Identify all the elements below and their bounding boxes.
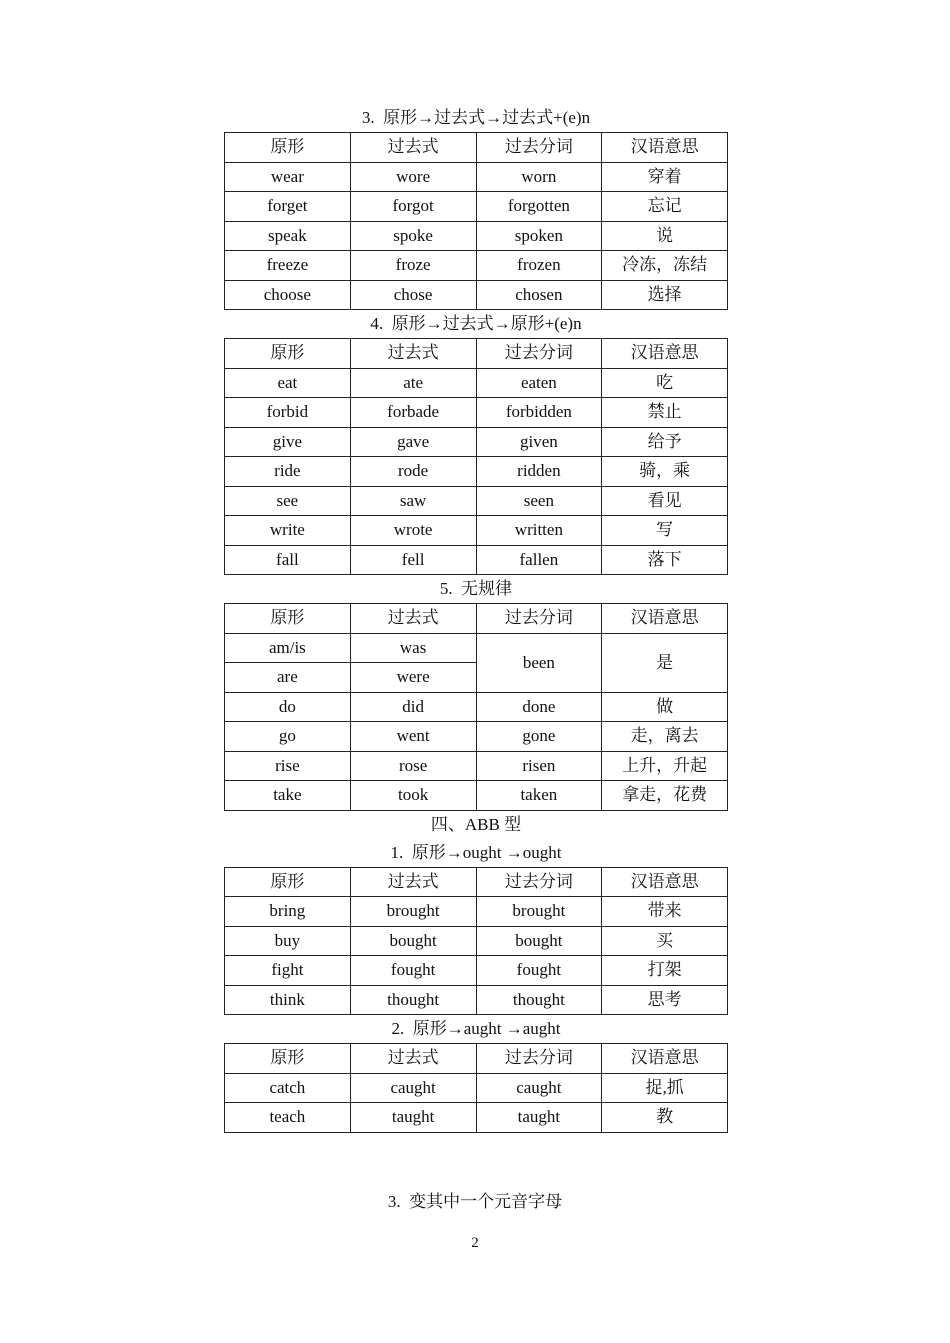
table-row [225, 221, 728, 251]
header-cell: 过去分词 [476, 1044, 602, 1074]
table-cell: 思考 [602, 985, 728, 1015]
header-cell: 过去式 [350, 604, 476, 634]
table-cell: spoken [476, 221, 602, 251]
table-cell: 吃 [602, 368, 728, 398]
header-cell: 原形 [225, 604, 351, 634]
table-cell: 冷冻，冻结 [602, 251, 728, 281]
table-cell: frozen [476, 251, 602, 281]
table-cell: forgot [350, 192, 476, 222]
header-cell: 过去分词 [476, 604, 602, 634]
table-header-row [225, 133, 728, 163]
table-cell: did [350, 692, 476, 722]
table-cell: ride [225, 457, 351, 487]
table-cell: 给予 [602, 427, 728, 457]
table-cell: am/is [225, 633, 351, 663]
table-cell: forget [225, 192, 351, 222]
table-row [225, 368, 728, 398]
verb-table [224, 603, 728, 811]
table-cell: think [225, 985, 351, 1015]
table-cell: are [225, 663, 351, 693]
table-row [225, 162, 728, 192]
table-cell: saw [350, 486, 476, 516]
merged-participle-cell: been [476, 633, 602, 692]
chapter-heading: 四、ABB 型 [430, 814, 522, 834]
table-cell: wrote [350, 516, 476, 546]
table-cell: rode [350, 457, 476, 487]
table-cell: speak [225, 221, 351, 251]
table-cell: brought [476, 897, 602, 927]
header-cell: 过去式 [350, 339, 476, 369]
table-cell: rose [350, 751, 476, 781]
table-cell: buy [225, 926, 351, 956]
table-cell: taken [476, 781, 602, 811]
merged-meaning-cell: 是 [602, 633, 728, 692]
table-cell: thought [476, 985, 602, 1015]
table-row [225, 781, 728, 811]
header-cell: 汉语意思 [602, 339, 728, 369]
table-cell: chose [350, 280, 476, 310]
table-cell: bring [225, 897, 351, 927]
table-cell: teach [225, 1103, 351, 1133]
table-row [225, 1103, 728, 1133]
verb-table [224, 132, 728, 310]
table-cell: forbade [350, 398, 476, 428]
table-cell: risen [476, 751, 602, 781]
table-cell: forbidden [476, 398, 602, 428]
table-header-row [225, 867, 728, 897]
table-cell: forbid [225, 398, 351, 428]
header-cell: 汉语意思 [602, 133, 728, 163]
table-row [225, 545, 728, 575]
verb-table [224, 338, 728, 575]
header-cell: 过去式 [350, 133, 476, 163]
table-cell: 看见 [602, 486, 728, 516]
header-cell: 原形 [225, 1044, 351, 1074]
table-cell: fought [476, 956, 602, 986]
table-cell: fought [350, 956, 476, 986]
table-row [225, 692, 728, 722]
table-cell: do [225, 692, 351, 722]
table-cell: 带来 [602, 897, 728, 927]
table-cell: 穿着 [602, 162, 728, 192]
table-cell: 拿走，花费 [602, 781, 728, 811]
table-row [225, 956, 728, 986]
section-heading-vowel-change: 3. 变其中一个元音字母 [387, 1192, 563, 1211]
table-cell: seen [476, 486, 602, 516]
header-cell: 过去分词 [476, 867, 602, 897]
table-cell: gone [476, 722, 602, 752]
table-cell: rise [225, 751, 351, 781]
table-cell: bought [350, 926, 476, 956]
table-cell: eaten [476, 368, 602, 398]
table-row [225, 280, 728, 310]
table-row [225, 1073, 728, 1103]
table-cell: 打架 [602, 956, 728, 986]
header-cell: 汉语意思 [602, 604, 728, 634]
page-number: 2 [471, 1235, 479, 1251]
table-cell: caught [476, 1073, 602, 1103]
header-cell: 汉语意思 [602, 867, 728, 897]
table-cell: froze [350, 251, 476, 281]
table-cell: go [225, 722, 351, 752]
table-header-row [225, 1044, 728, 1074]
table-cell: gave [350, 427, 476, 457]
section-caption: 2. 原形→aught →aught [391, 1019, 561, 1038]
table-cell: ridden [476, 457, 602, 487]
table-cell: give [225, 427, 351, 457]
table-cell: write [225, 516, 351, 546]
table-cell: fall [225, 545, 351, 575]
table-row [225, 486, 728, 516]
table-cell: wore [350, 162, 476, 192]
table-cell: spoke [350, 221, 476, 251]
table-cell: was [350, 633, 476, 663]
table-cell: 忘记 [602, 192, 728, 222]
table-cell: done [476, 692, 602, 722]
table-cell: brought [350, 897, 476, 927]
table-cell: 上升，升起 [602, 751, 728, 781]
header-cell: 过去式 [350, 1044, 476, 1074]
table-row [225, 457, 728, 487]
table-cell: freeze [225, 251, 351, 281]
table-cell: fight [225, 956, 351, 986]
table-cell: caught [350, 1073, 476, 1103]
table-header-row [225, 339, 728, 369]
section-caption: 1. 原形→ought →ought [390, 842, 562, 862]
table-cell: ate [350, 368, 476, 398]
table-cell: went [350, 722, 476, 752]
header-cell: 过去分词 [476, 133, 602, 163]
table-row [225, 398, 728, 428]
table-cell: 走，离去 [602, 722, 728, 752]
header-cell: 汉语意思 [602, 1044, 728, 1074]
table-cell: 选择 [602, 280, 728, 310]
section-caption: 5. 无规律 [439, 579, 513, 598]
table-row [225, 985, 728, 1015]
table-cell: 说 [602, 221, 728, 251]
table-cell: 做 [602, 692, 728, 722]
table-row [225, 722, 728, 752]
header-cell: 过去分词 [476, 339, 602, 369]
table-cell: 买 [602, 926, 728, 956]
table-cell: take [225, 781, 351, 811]
table-cell: 写 [602, 516, 728, 546]
table-cell: given [476, 427, 602, 457]
table-cell: 教 [602, 1103, 728, 1133]
section-caption: 3. 原形→过去式→过去式+(e)n [361, 108, 591, 127]
table-header-row [225, 604, 728, 634]
table-row [225, 427, 728, 457]
table-row [225, 633, 728, 663]
table-cell: took [350, 781, 476, 811]
table-cell: 捉,抓 [602, 1073, 728, 1103]
table-row [225, 192, 728, 222]
table-cell: thought [350, 985, 476, 1015]
table-row [225, 926, 728, 956]
table-row [225, 751, 728, 781]
header-cell: 原形 [225, 867, 351, 897]
table-cell: 骑，乘 [602, 457, 728, 487]
table-cell: 禁止 [602, 398, 728, 428]
table-cell: fell [350, 545, 476, 575]
table-cell: were [350, 663, 476, 693]
table-row [225, 516, 728, 546]
table-cell: taught [350, 1103, 476, 1133]
table-cell: catch [225, 1073, 351, 1103]
table-cell: wear [225, 162, 351, 192]
table-cell: fallen [476, 545, 602, 575]
document-body [224, 104, 728, 1133]
table-cell: eat [225, 368, 351, 398]
section-caption: 4. 原形→过去式→原形+(e)n [370, 314, 582, 333]
verb-table [224, 867, 728, 1016]
table-cell: choose [225, 280, 351, 310]
table-cell: forgotten [476, 192, 602, 222]
table-cell: 落下 [602, 545, 728, 575]
table-row [225, 897, 728, 927]
header-cell: 过去式 [350, 867, 476, 897]
table-cell: written [476, 516, 602, 546]
table-cell: taught [476, 1103, 602, 1133]
table-cell: see [225, 486, 351, 516]
header-cell: 原形 [225, 339, 351, 369]
verb-table [224, 1043, 728, 1133]
table-cell: bought [476, 926, 602, 956]
table-cell: chosen [476, 280, 602, 310]
table-row [225, 251, 728, 281]
table-cell: worn [476, 162, 602, 192]
header-cell: 原形 [225, 133, 351, 163]
